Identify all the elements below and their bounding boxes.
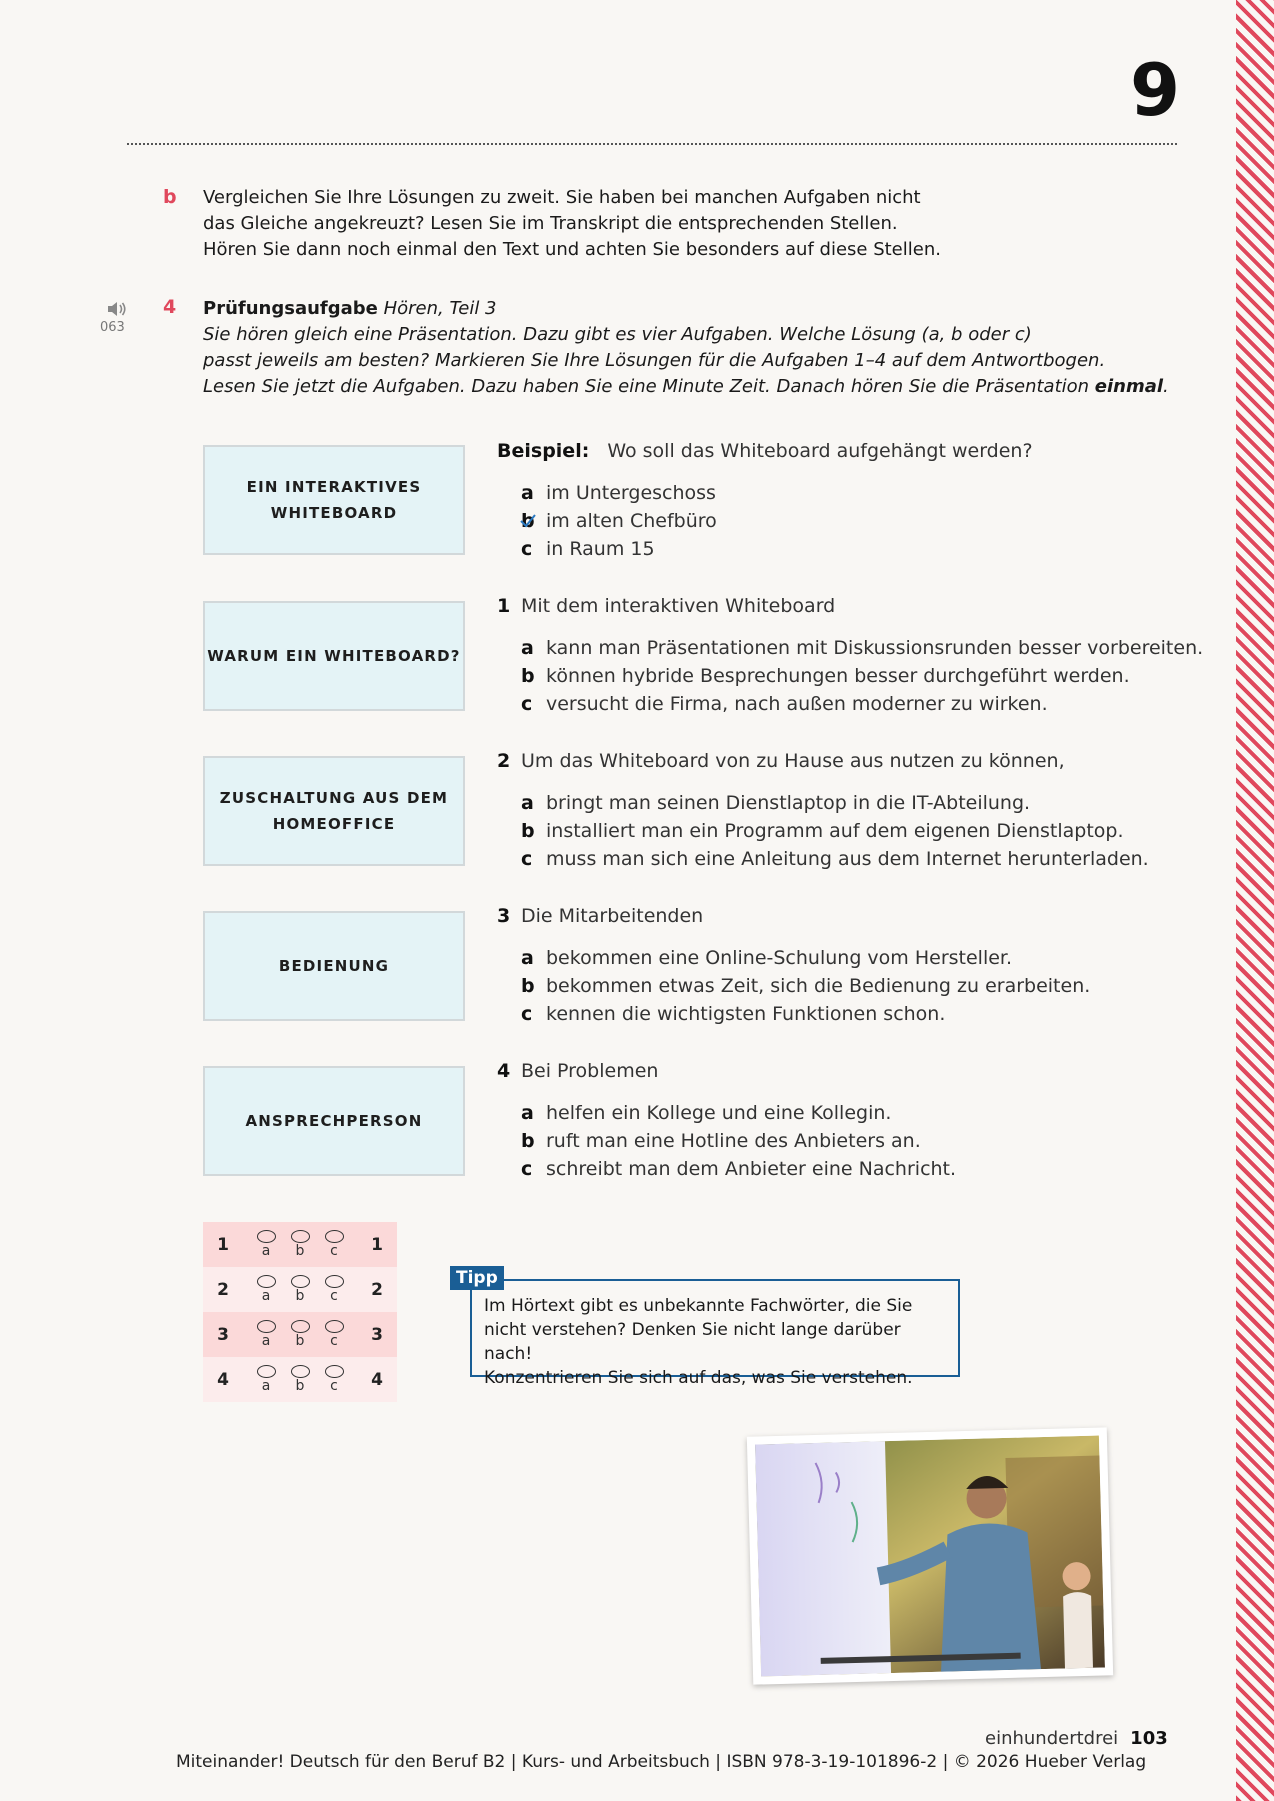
speaker-icon[interactable] (106, 300, 128, 318)
answer-bubble-c[interactable] (317, 1320, 351, 1349)
tip-box (470, 1279, 960, 1388)
answer-row-number: 1 (357, 1222, 397, 1267)
whiteboard-photo (747, 1427, 1113, 1684)
topic-box-warum (203, 601, 465, 711)
topic-box-line: ZUSCHALTUNG AUS DEM (219, 789, 449, 807)
answer-bubble-c[interactable] (317, 1365, 351, 1394)
answer-bubble-a[interactable] (249, 1365, 283, 1394)
task-4-last-line-bold: einmal (1094, 376, 1164, 397)
question-4-option-b (521, 1130, 921, 1152)
option-letter: a (521, 1102, 534, 1124)
decorative-stripe-border (1236, 0, 1274, 1801)
answer-bubble-b[interactable] (283, 1365, 317, 1394)
answer-row-number: 4 (357, 1357, 397, 1402)
option-letter (521, 510, 546, 532)
bubble-label: b (295, 1243, 305, 1259)
bubble-label: c (330, 1333, 338, 1349)
bubble-label: c (330, 1243, 338, 1259)
example-question (497, 440, 1033, 462)
option-text: bringt man seinen Dienstlaptop in die IT-Abteilung. (546, 792, 1031, 814)
bubble-label: b (295, 1378, 305, 1394)
answer-row-number: 3 (203, 1312, 243, 1357)
question-text: Die Mitarbeitenden (521, 905, 704, 927)
question-2-option-b (521, 820, 1124, 842)
task-b-line: Vergleichen Sie Ihre Lösungen zu zweit. Sie haben bei manchen Aufgaben nicht (203, 187, 921, 208)
question-number: 3 (497, 905, 511, 927)
bubble-label: c (330, 1378, 338, 1394)
page-number-word: einhundertdrei (985, 1728, 1119, 1749)
page-number: 103 (1130, 1728, 1168, 1749)
question-2-option-a (521, 792, 1030, 814)
tip-line: Im Hörtext gibt es unbekannte Fachwörter, die Sie (484, 1296, 913, 1316)
answer-row-number: 3 (357, 1312, 397, 1357)
example-label: Beispiel: (497, 440, 590, 462)
example-option-a (521, 482, 716, 504)
answer-row (203, 1267, 397, 1312)
topic-box-line: WHITEBOARD (270, 504, 398, 522)
answer-bubble-a[interactable] (249, 1320, 283, 1349)
question-4-option-c (521, 1158, 956, 1180)
option-letter: b (521, 975, 535, 997)
option-text: in Raum 15 (546, 538, 655, 560)
task-4-last-line-end: . (1163, 376, 1169, 397)
bubble-label: b (295, 1333, 305, 1349)
question-1 (497, 595, 835, 617)
bubble-label: a (261, 1243, 271, 1259)
page-number-line (985, 1728, 1168, 1749)
question-text: Um das Whiteboard von zu Hause aus nutzen zu können, (521, 750, 1065, 772)
question-3 (497, 905, 703, 927)
option-text: muss man sich eine Anleitung aus dem Internet herunterladen. (546, 848, 1149, 870)
option-text: bekommen etwas Zeit, sich die Bedienung zu erarbeiten. (546, 975, 1091, 997)
bubble-label: a (261, 1378, 271, 1394)
question-number: 2 (497, 750, 511, 772)
task-4-title (203, 296, 1203, 322)
bubble-label: a (261, 1333, 271, 1349)
option-letter: a (521, 482, 534, 504)
answer-row-number: 1 (203, 1222, 243, 1267)
answer-bubble-b[interactable] (283, 1320, 317, 1349)
tip-line: Konzentrieren Sie sich auf das, was Sie verstehen. (484, 1368, 913, 1388)
option-text: kennen die wichtigsten Funktionen schon. (546, 1003, 946, 1025)
topic-box-zuschaltung (203, 756, 465, 866)
answer-sheet (203, 1222, 397, 1402)
option-letter: c (521, 1003, 533, 1025)
option-text: ruft man eine Hotline des Anbieters an. (546, 1130, 921, 1152)
option-letter: a (521, 792, 534, 814)
topic-box-line: EIN INTERAKTIVES (246, 478, 422, 496)
option-letter: c (521, 1158, 533, 1180)
task-b-text (203, 185, 1163, 263)
audio-track-number: 063 (100, 320, 125, 335)
option-text: installiert man ein Programm auf dem eigenen Dienstlaptop. (546, 820, 1124, 842)
question-3-option-a (521, 947, 1012, 969)
option-letter: c (521, 693, 533, 715)
photo-illustration (755, 1436, 1105, 1677)
task-b-line: Hören Sie dann noch einmal den Text und achten Sie besonders auf diese Stellen. (203, 239, 941, 260)
topic-box-whiteboard (203, 445, 465, 555)
question-2 (497, 750, 1065, 772)
option-text: helfen ein Kollege und eine Kollegin. (546, 1102, 892, 1124)
option-text: im alten Chefbüro (546, 510, 717, 532)
question-1-option-c (521, 693, 1048, 715)
example-option-b (521, 510, 717, 532)
task-4-title-bold: Prüfungsaufgabe (203, 298, 378, 319)
option-letter: a (521, 637, 534, 659)
option-letter: c (521, 848, 533, 870)
topic-box-line: BEDIENUNG (278, 957, 390, 975)
checkmark-icon (519, 512, 537, 530)
answer-row-number: 4 (203, 1357, 243, 1402)
option-text: können hybride Besprechungen besser durchgeführt werden. (546, 665, 1130, 687)
question-3-option-c (521, 1003, 945, 1025)
option-text: kann man Präsentationen mit Diskussionsrunden besser vorbereiten. (546, 637, 1204, 659)
topic-box-line: HOMEOFFICE (272, 815, 396, 833)
answer-bubble-a[interactable] (249, 1230, 283, 1259)
tip-line: nicht verstehen? Denken Sie nicht lange darüber nach! (484, 1320, 901, 1364)
question-number: 4 (497, 1060, 511, 1082)
answer-bubble-b[interactable] (283, 1275, 317, 1304)
task-b-line: das Gleiche angekreuzt? Lesen Sie im Transkript die entsprechenden Stellen. (203, 213, 898, 234)
task-b-marker: b (163, 186, 177, 208)
answer-row (203, 1357, 397, 1402)
task-4-text (203, 296, 1203, 400)
question-4 (497, 1060, 658, 1082)
question-number: 1 (497, 595, 511, 617)
publication-info: Miteinander! Deutsch für den Beruf B2 | Kurs- und Arbeitsbuch | ISBN 978-3-19-101896-2 | © 2026 Hueber Verlag (176, 1752, 1147, 1772)
question-1-option-b (521, 665, 1130, 687)
answer-bubble-c[interactable] (317, 1275, 351, 1304)
task-4-title-italic: Hören, Teil 3 (383, 298, 497, 319)
option-text: bekommen eine Online-Schulung vom Hersteller. (546, 947, 1013, 969)
task-4-last-line (203, 374, 1203, 400)
bubble-label: b (295, 1288, 305, 1304)
question-text: Bei Problemen (521, 1060, 659, 1082)
answer-bubble-c[interactable] (317, 1230, 351, 1259)
question-2-option-c (521, 848, 1149, 870)
option-text: schreibt man dem Anbieter eine Nachricht. (546, 1158, 957, 1180)
answer-row-number: 2 (357, 1267, 397, 1312)
dotted-divider (127, 143, 1177, 145)
question-text: Mit dem interaktiven Whiteboard (521, 595, 836, 617)
option-letter: c (521, 538, 533, 560)
topic-box-line: ANSPRECHPERSON (245, 1112, 423, 1130)
question-1-option-a (521, 637, 1203, 659)
question-4-option-a (521, 1102, 891, 1124)
bubble-label: c (330, 1288, 338, 1304)
answer-bubble-a[interactable] (249, 1275, 283, 1304)
topic-box-bedienung (203, 911, 465, 1021)
option-letter-text: b (521, 510, 535, 532)
task-4-marker: 4 (163, 296, 177, 318)
question-3-option-b (521, 975, 1090, 997)
answer-bubble-b[interactable] (283, 1230, 317, 1259)
example-option-c (521, 538, 655, 560)
option-letter: b (521, 820, 535, 842)
task-4-last-line-text: Lesen Sie jetzt die Aufgaben. Dazu haben Sie eine Minute Zeit. Danach hören Sie die Präsentation (203, 376, 1090, 397)
option-text: versucht die Firma, nach außen moderner zu wirken. (546, 693, 1048, 715)
option-text: im Untergeschoss (546, 482, 716, 504)
answer-row (203, 1222, 397, 1267)
task-4-line: Sie hören gleich eine Präsentation. Dazu gibt es vier Aufgaben. Welche Lösung (a, b oder c) (203, 324, 1032, 345)
option-letter: b (521, 665, 535, 687)
answer-row (203, 1312, 397, 1357)
chapter-number: 9 (1130, 48, 1181, 132)
option-letter: b (521, 1130, 535, 1152)
option-letter: a (521, 947, 534, 969)
bubble-label: a (261, 1288, 271, 1304)
example-question-text: Wo soll das Whiteboard aufgehängt werden? (607, 440, 1033, 462)
topic-box-line: WARUM EIN WHITEBOARD? (207, 647, 461, 665)
task-4-line: passt jeweils am besten? Markieren Sie Ihre Lösungen für die Aufgaben 1–4 auf dem Antwortbogen. (203, 350, 1106, 371)
tip-label: Tipp (450, 1266, 504, 1290)
topic-box-ansprechperson (203, 1066, 465, 1176)
answer-row-number: 2 (203, 1267, 243, 1312)
